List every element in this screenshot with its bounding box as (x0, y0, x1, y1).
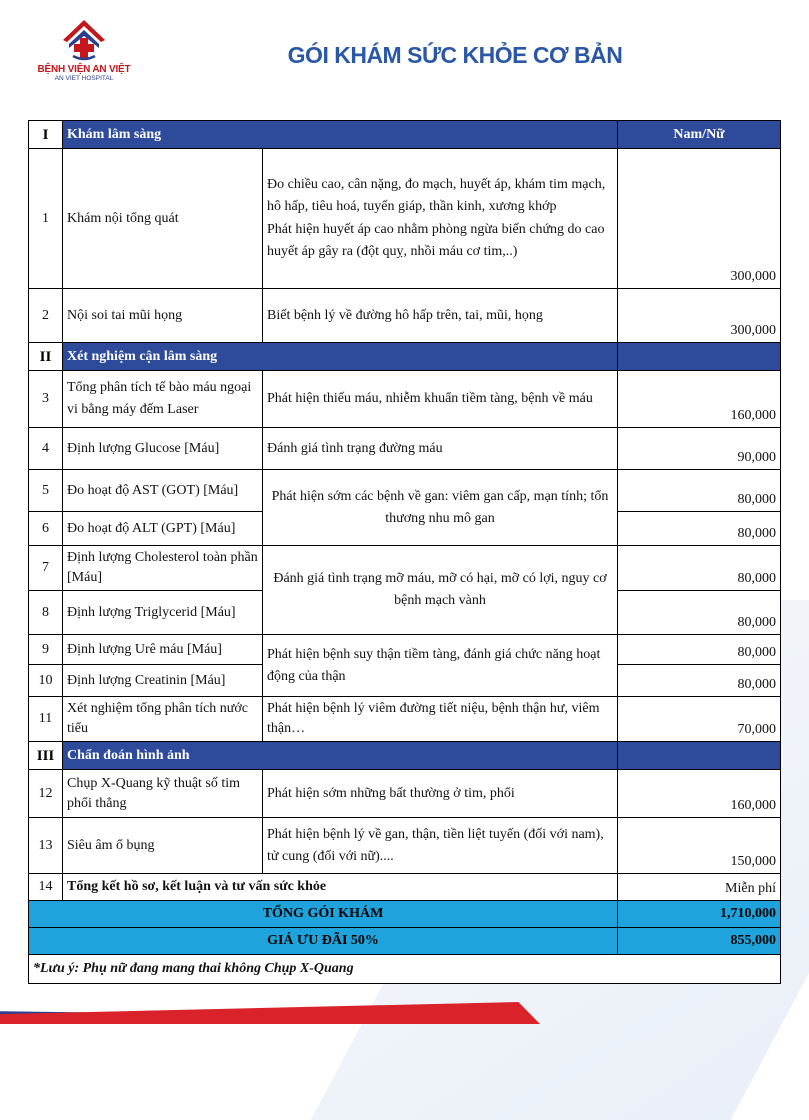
row-index: 7 (29, 546, 63, 591)
row-price: 150,000 (618, 818, 781, 874)
table-row (29, 289, 781, 343)
section-header-row (29, 742, 781, 770)
table-row (29, 546, 781, 591)
section-label: Xét nghiệm cận lâm sàng (63, 343, 618, 371)
row-price: 90,000 (618, 428, 781, 470)
note-row (29, 955, 781, 984)
row-name: Định lượng Triglycerid [Máu] (63, 591, 263, 635)
row-name: Định lượng Creatinin [Máu] (63, 665, 263, 697)
total-row (29, 901, 781, 928)
discount-label: GIÁ ƯU ĐÃI 50% (29, 928, 618, 955)
row-description: Đo chiều cao, cân nặng, đo mạch, huyết áp, khám tim mạch, hô hấp, tiêu hoá, tuyến giáp, thần kinh, xương khớp Phát hiện huyết áp cao nhằm phòng ngừa biến chứng do cao huyết áp gây ra (đột quỵ, nhồi máu cơ tim,..) (263, 149, 618, 289)
row-name: Định lượng Glucose [Máu] (63, 428, 263, 470)
table-row (29, 371, 781, 428)
table-row (29, 874, 781, 901)
row-price: 80,000 (618, 665, 781, 697)
row-price: Miễn phí (618, 874, 781, 901)
row-name: Tổng kết hồ sơ, kết luận và tư vấn sức khỏe (63, 874, 618, 901)
total-label: TỔNG GÓI KHÁM (29, 901, 618, 928)
table-row (29, 149, 781, 289)
row-name: Định lượng Cholesterol toàn phần [Máu] (63, 546, 263, 591)
section-header-row (29, 343, 781, 371)
row-description: Đánh giá tình trạng đường máu (263, 428, 618, 470)
row-description: Phát hiện bệnh suy thận tiềm tàng, đánh giá chức năng hoạt động của thận (263, 635, 618, 697)
section-label: Khám lâm sàng (63, 121, 618, 149)
row-description: Đánh giá tình trạng mỡ máu, mỡ có hại, mỡ có lợi, nguy cơ bệnh mạch vành (263, 546, 618, 635)
total-value: 1,710,000 (618, 901, 781, 928)
note-text: *Lưu ý: Phụ nữ đang mang thai không Chụp X-Quang (29, 955, 781, 984)
row-description: Phát hiện bệnh lý về gan, thận, tiền liệt tuyến (đối với nam), tử cung (đối với nữ).... (263, 818, 618, 874)
row-name: Định lượng Urê máu [Máu] (63, 635, 263, 665)
row-price: 80,000 (618, 512, 781, 546)
package-table (28, 120, 781, 984)
discount-value: 855,000 (618, 928, 781, 955)
row-index: 10 (29, 665, 63, 697)
row-index: 1 (29, 149, 63, 289)
row-price: 80,000 (618, 470, 781, 512)
row-index: 3 (29, 371, 63, 428)
row-name: Tổng phân tích tế bào máu ngoại vi bằng máy đếm Laser (63, 371, 263, 428)
logo-name: BỆNH VIỆN AN VIỆT (37, 64, 131, 75)
row-price: 70,000 (618, 697, 781, 742)
row-index: 12 (29, 770, 63, 818)
row-price: 160,000 (618, 371, 781, 428)
row-description: Phát hiện sớm các bệnh về gan: viêm gan cấp, mạn tính; tổn thương nhu mô gan (263, 470, 618, 546)
hospital-logo (34, 18, 134, 90)
row-description: Phát hiện thiếu máu, nhiễm khuẩn tiềm tàng, bệnh về máu (263, 371, 618, 428)
row-index: 6 (29, 512, 63, 546)
row-name: Xét nghiệm tổng phân tích nước tiểu (63, 697, 263, 742)
row-index: 5 (29, 470, 63, 512)
row-name: Siêu âm ổ bụng (63, 818, 263, 874)
row-name: Khám nội tổng quát (63, 149, 263, 289)
row-price: 160,000 (618, 770, 781, 818)
row-index: 14 (29, 874, 63, 901)
table-row (29, 697, 781, 742)
table-row (29, 428, 781, 470)
section-number: I (29, 121, 63, 149)
section-number: II (29, 343, 63, 371)
row-price: 300,000 (618, 289, 781, 343)
row-index: 8 (29, 591, 63, 635)
table-row (29, 770, 781, 818)
row-description: Phát hiện sớm những bất thường ở tim, phổi (263, 770, 618, 818)
table-row (29, 470, 781, 512)
row-name: Nội soi tai mũi họng (63, 289, 263, 343)
row-index: 13 (29, 818, 63, 874)
table-row (29, 635, 781, 665)
row-name: Chụp X-Quang kỹ thuật số tim phổi thẳng (63, 770, 263, 818)
row-description: Phát hiện bệnh lý viêm đường tiết niệu, bệnh thận hư, viêm thận… (263, 697, 618, 742)
discount-row (29, 928, 781, 955)
row-price: 80,000 (618, 635, 781, 665)
row-price: 80,000 (618, 591, 781, 635)
row-name: Đo hoạt độ AST (GOT) [Máu] (63, 470, 263, 512)
column-header-gender: Nam/Nữ (618, 121, 781, 149)
section-number: III (29, 742, 63, 770)
hospital-logo-icon (61, 18, 107, 62)
footer-stripe-red (0, 1002, 540, 1024)
row-description: Biết bệnh lý về đường hô hấp trên, tai, mũi, họng (263, 289, 618, 343)
section-label: Chẩn đoán hình ảnh (63, 742, 618, 770)
row-index: 2 (29, 289, 63, 343)
section-header-row (29, 121, 781, 149)
row-price: 300,000 (618, 149, 781, 289)
row-index: 4 (29, 428, 63, 470)
row-name: Đo hoạt độ ALT (GPT) [Máu] (63, 512, 263, 546)
row-index: 9 (29, 635, 63, 665)
row-index: 11 (29, 697, 63, 742)
logo-subtitle: AN VIET HOSPITAL (54, 75, 114, 82)
row-price: 80,000 (618, 546, 781, 591)
page-title: GÓI KHÁM SỨC KHỎE CƠ BẢN (287, 42, 623, 68)
table-row (29, 818, 781, 874)
